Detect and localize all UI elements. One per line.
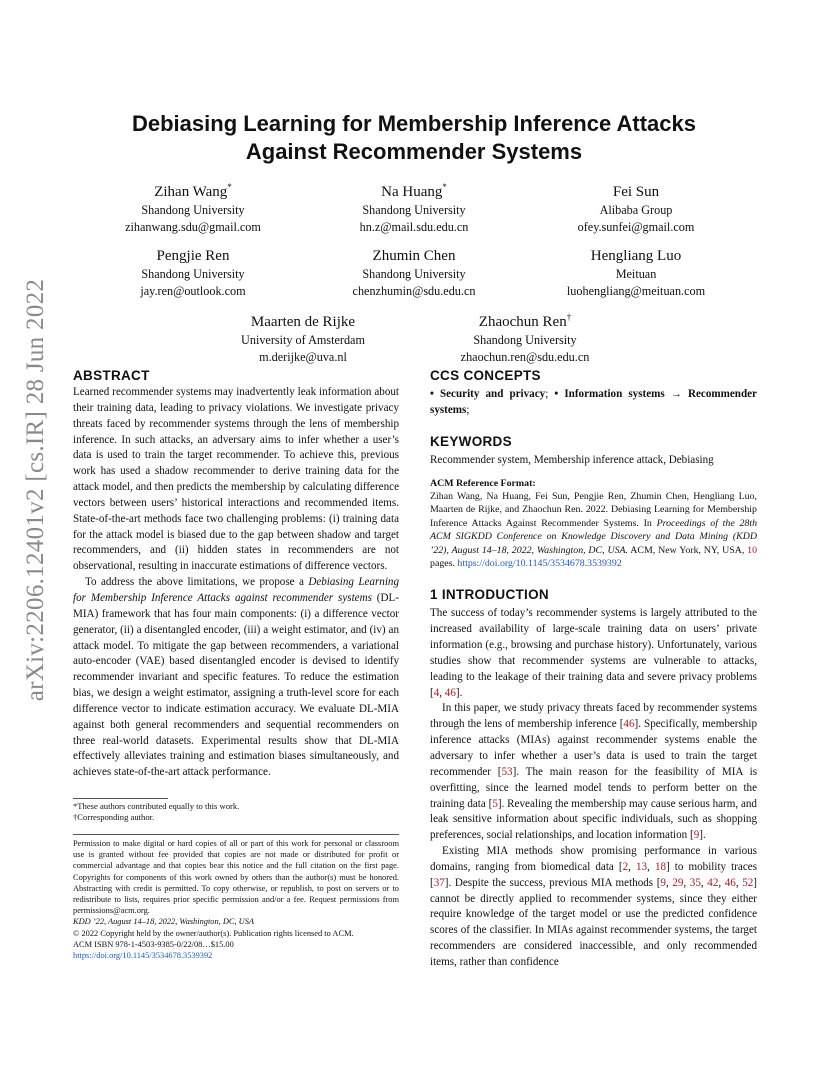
introduction-heading: 1 INTRODUCTION [430, 587, 549, 603]
author-block [93, 177, 293, 235]
author-email: jay.ren@outlook.com [140, 283, 246, 298]
author-email: hn.z@mail.sdu.edu.cn [359, 219, 469, 234]
ccs-heading: CCS CONCEPTS [430, 368, 541, 383]
acm-doi-link[interactable]: https://doi.org/10.1145/3534678.3539392 [457, 557, 622, 569]
citation[interactable]: 52 [742, 876, 754, 889]
citation[interactable]: 46 [444, 686, 456, 699]
citation[interactable]: 9 [660, 876, 666, 889]
permission-rule [73, 834, 399, 835]
author-affiliation: Shandong University [362, 267, 466, 281]
author-affiliation: Alibaba Group [599, 203, 673, 217]
citation[interactable]: 42 [707, 876, 719, 889]
intro-paragraph: The success of today’s recommender systems is largely attributed to the increased availability of large-scale training data on users’ private information (e.g., browsing and purchase history). Unfortunately, various studies show that recommender systems are vulnerable to attacks, leading to the leakage of their training data and severe privacy problems [4, 46]. [430, 607, 757, 699]
venue-line: KDD ’22, August 14–18, 2022, Washington, DC, USA [73, 917, 255, 927]
acm-reference-heading: ACM Reference Format: [430, 477, 536, 489]
citation[interactable]: 13 [636, 860, 648, 873]
author-name: Fei Sun [612, 184, 660, 200]
author-email: zihanwang.sdu@gmail.com [125, 219, 261, 234]
footnote-equal-contribution: *These authors contributed equally to this work. [73, 801, 240, 811]
title-line-2: Against Recommender Systems [245, 139, 583, 164]
author-name: Maarten de Rijke [250, 314, 356, 330]
author-affiliation: Shandong University [362, 203, 466, 217]
acm-reference [430, 477, 757, 571]
author-email: luohengliang@meituan.com [566, 283, 706, 298]
author-mark: * [227, 182, 232, 192]
author-affiliation: Shandong University [141, 203, 245, 217]
author-name: Zhaochun Ren [478, 314, 567, 330]
abstract-heading: ABSTRACT [73, 368, 150, 383]
title-line-1: Debiasing Learning for Membership Inference Attacks [132, 111, 696, 136]
citation[interactable]: 9 [693, 829, 700, 842]
author-affiliation: University of Amsterdam [241, 333, 365, 347]
author-email: chenzhumin@sdu.edu.cn [352, 283, 476, 298]
author-block [314, 177, 514, 235]
abstract-section [73, 367, 399, 781]
ccs-concepts: • Security and privacy; • Information systems → Recommender systems; [430, 388, 757, 416]
copyright-line: © 2022 Copyright held by the owner/author(s). Publication rights licensed to ACM. [73, 928, 354, 938]
permission-text: Permission to make digital or hard copies of all or part of this work for personal or classroom use is granted without fee provided that copies are not made or distributed for profit or commercial advantage and that copies bear this notice and the full citation on the first page. Copyrights for components of this work owned by others than the author(s) must be honored. Abstracting with credit is permitted. To copy otherwise, or republish, to post on servers or to redistribute to lists, requires prior specific permission and/or a fee. Request permissions from permissions@acm.org. [73, 839, 399, 916]
keywords-heading: KEYWORDS [430, 433, 512, 449]
citation[interactable]: 53 [501, 765, 513, 778]
permission-block [73, 838, 399, 961]
right-column [430, 367, 757, 971]
author-affiliation: Shandong University [473, 333, 577, 347]
acm-reference-text: Zihan Wang, Na Huang, Fei Sun, Pengjie Ren, Zhumin Chen, Hengliang Luo, Maarten de Rijke, and Zhaochun Ren. 2022. Debiasing Learning for Membership Inference Attacks Against Recommender Systems. In Proceedings of the 28th ACM SIGKDD Conference on Knowledge Discovery and Data Mining (KDD ’22), August 14–18, 2022, Washington, DC, USA. ACM, New York, NY, USA, 10 pages. https://doi.org/10.1145/3534678.3539392 [430, 490, 758, 569]
citation[interactable]: 29 [672, 876, 684, 889]
author-block [93, 241, 293, 299]
isbn-line: ACM ISBN 978-1-4503-9385-0/22/08…$15.00 [73, 939, 234, 949]
citation[interactable]: 18 [654, 860, 667, 873]
footnote-corresponding-author: †Corresponding author. [73, 812, 155, 822]
author-mark: * [442, 182, 447, 192]
citation[interactable]: 4 [433, 686, 440, 699]
doi-link[interactable]: https://doi.org/10.1145/3534678.3539392 [73, 951, 213, 961]
citation[interactable]: 2 [622, 860, 629, 873]
author-name: Zhumin Chen [372, 248, 456, 264]
citation[interactable]: 37 [433, 876, 445, 889]
arxiv-stamp: arXiv:2206.12401v2 [cs.IR] 28 Jun 2022 [22, 278, 49, 702]
intro-paragraph: Existing MIA methods show promising performance in various domains, ranging from biomedical data [2, 13, 18] to mobility traces [37]. Despite the success, previous MIA methods [9, 29, 35, 42, 46, 52] cannot be directly applied to recommender systems, since they either require knowledge of the target model or use the predicted confidence scores of the classifier. In MIAs against recommender systems, the target recommenders are considered inaccessible, and only recommended items, rather than confidence [430, 845, 758, 968]
author-name: Hengliang Luo [590, 248, 682, 264]
author-affiliation: Shandong University [141, 267, 245, 281]
author-block [425, 307, 625, 365]
author-name: Zihan Wang [154, 184, 228, 200]
author-name: Pengjie Ren [156, 248, 230, 264]
abstract-paragraph: Learned recommender systems may inadvertently leak information about their training data, leading to privacy violations. We investigate privacy threats faced by recommender systems through the lens of membership inference. In such attacks, an adversary aims to infer whether a user’s data is used to train the target recommender. To achieve this, previous work has used a shadow recommender to derive training data for the attack model, and then predicts the membership by calculating difference vectors between users’ historical interactions and recommended items. State-of-the-art methods face two challenging problems: (i) training data for the attack model is biased due to the gap between shadow and target recommenders, and (ii) hidden states in recommenders are not observational, resulting in inaccurate estimations of difference vectors. [73, 386, 399, 573]
footnote-rule [73, 798, 168, 799]
author-mark: † [566, 312, 572, 322]
author-affiliation: Meituan [615, 267, 657, 281]
author-block [536, 177, 736, 235]
author-email: m.derijke@uva.nl [259, 349, 347, 364]
citation[interactable]: 46 [724, 876, 736, 889]
keywords-text: Recommender system, Membership inference attack, Debiasing [430, 453, 714, 466]
author-email: zhaochun.ren@sdu.edu.cn [460, 349, 590, 364]
citation[interactable]: 5 [492, 797, 498, 810]
author-name: Na Huang [381, 184, 443, 200]
paper-title [74, 110, 754, 166]
abstract-paragraph: To address the above limitations, we propose a Debiasing Learning for Membership Inference Attacks against recommender systems (DL-MIA) framework that has four main components: (i) a difference vector generator, (ii) a disentangled encoder, (iii) a weight estimator, and (iv) an attack model. To mitigate the gap between recommenders, a variational auto-encoder (VAE) based disentangled encoder is devised to identify recommender invariant and specific features. To reduce the estimation bias, we design a weight estimator, assigning a truth-level score for each difference vector to indicate estimation accuracy. We evaluate DL-MIA against both general recommenders and sequential recommenders on three real-world datasets. Experimental results show that DL-MIA effectively alleviates training and estimation biases simultaneously, and achieves state-of-the-art attack performance. [73, 576, 400, 779]
intro-paragraph: In this paper, we study privacy threats faced by recommender systems through the lens of membership inference [46]. Specifically, membership inference attacks (MIAs) against recommender systems enable the adversary to infer whether a user’s data is used to train the target recommender [53]. The main reason for the feasibility of MIA is overfitting, since the learned model tends to perform better on the training data [5]. Revealing the membership may cause serious harm, and leak sensitive information about specific individuals, such as shopping preferences, social relationships, and location information [9]. [430, 702, 758, 842]
citation[interactable]: 46 [623, 718, 635, 731]
author-block [536, 241, 736, 299]
author-email: ofey.sunfei@gmail.com [577, 219, 695, 234]
author-block [203, 307, 403, 365]
author-block [314, 241, 514, 299]
citation[interactable]: 35 [689, 876, 701, 889]
